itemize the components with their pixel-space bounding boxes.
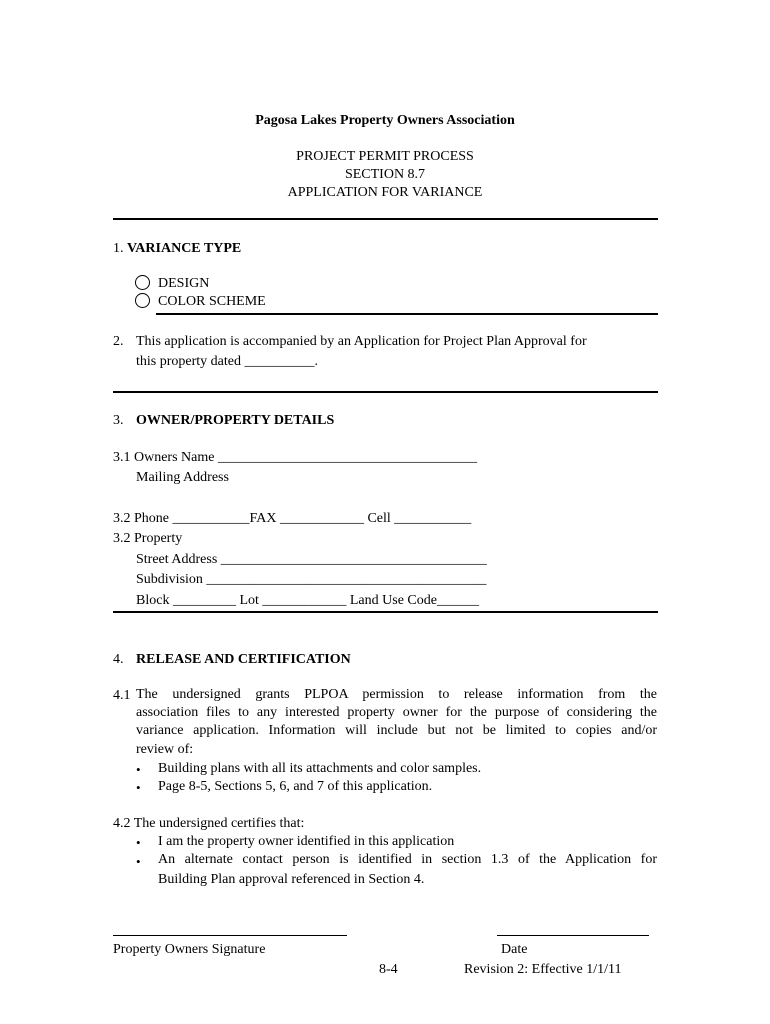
doc-title-line3: APPLICATION FOR VARIANCE [287, 185, 483, 200]
bullet-text-continued: Building Plan approval referenced in Section 4. [158, 872, 425, 887]
bullet-text: I am the property owner identified in this application [158, 834, 455, 849]
clause-4-2: 4.2 The undersigned certifies that: [113, 816, 305, 831]
doc-title-line1: PROJECT PERMIT PROCESS [296, 149, 474, 164]
owners-name-field[interactable]: 3.1 Owners Name _____________________________________ [113, 450, 477, 465]
org-name: Pagosa Lakes Property Owners Association [255, 113, 515, 128]
bullet-text: Building plans with all its attachments and color samples. [158, 761, 482, 776]
section1-title: VARIANCE TYPE [127, 241, 242, 256]
bullet-icon: • [136, 762, 141, 777]
section3-number: 3. [113, 413, 124, 428]
bullet-icon: • [136, 835, 141, 850]
section1-heading [113, 242, 241, 256]
divider [156, 313, 658, 315]
color-scheme-radio[interactable] [135, 293, 150, 308]
doc-title-line2: SECTION 8.7 [344, 167, 426, 182]
phone-fax-cell-fields[interactable]: 3.2 Phone ___________FAX ____________ Cell ___________ [113, 511, 472, 526]
section3-title: OWNER/PROPERTY DETAILS [136, 413, 335, 428]
section4-number: 4. [113, 652, 124, 667]
divider [113, 391, 658, 393]
section2-line2: this property dated __________. [136, 354, 318, 369]
color-scheme-option-label: COLOR SCHEME [158, 294, 266, 309]
section1-number: 1. [113, 241, 124, 256]
property-label: 3.2 Property [113, 531, 183, 546]
mailing-address-field[interactable]: Mailing Address [136, 470, 229, 485]
section2-number: 2. [113, 334, 124, 349]
divider [113, 611, 658, 613]
owner-signature-label: Property Owners Signature [113, 942, 266, 957]
design-radio[interactable] [135, 275, 150, 290]
clause-4-1-line: association files to any interested property owner for the purpose of considering the [136, 705, 657, 720]
date-label: Date [501, 942, 528, 957]
clause-4-1-line: The undersigned grants PLPOA permission to release information from the [136, 687, 657, 702]
clause-4-1-line: variance application. Information will include but not be limited to copies and/or [136, 723, 657, 738]
owner-signature-line[interactable] [113, 935, 347, 936]
block-lot-landuse-fields[interactable]: Block _________ Lot ____________ Land Use Code______ [136, 593, 479, 608]
revision-info: Revision 2: Effective 1/1/11 [464, 962, 622, 977]
divider [113, 218, 658, 220]
section4-title: RELEASE AND CERTIFICATION [136, 652, 351, 667]
bullet-icon: • [136, 780, 141, 795]
subdivision-field[interactable]: Subdivision ________________________________________ [136, 572, 487, 587]
bullet-text: Page 8-5, Sections 5, 6, and 7 of this application. [158, 779, 433, 794]
street-address-field[interactable]: Street Address ______________________________________ [136, 552, 487, 567]
clause-4-1-number: 4.1 [113, 688, 131, 703]
clause-4-1-line: review of: [136, 742, 194, 757]
section2-line1: This application is accompanied by an Application for Project Plan Approval for [136, 334, 587, 349]
design-option-label: DESIGN [158, 276, 210, 291]
bullet-icon: • [136, 854, 141, 869]
date-line[interactable] [497, 935, 649, 936]
bullet-text: An alternate contact person is identified in section 1.3 of the Application for [158, 852, 657, 867]
page-number: 8-4 [379, 962, 398, 977]
